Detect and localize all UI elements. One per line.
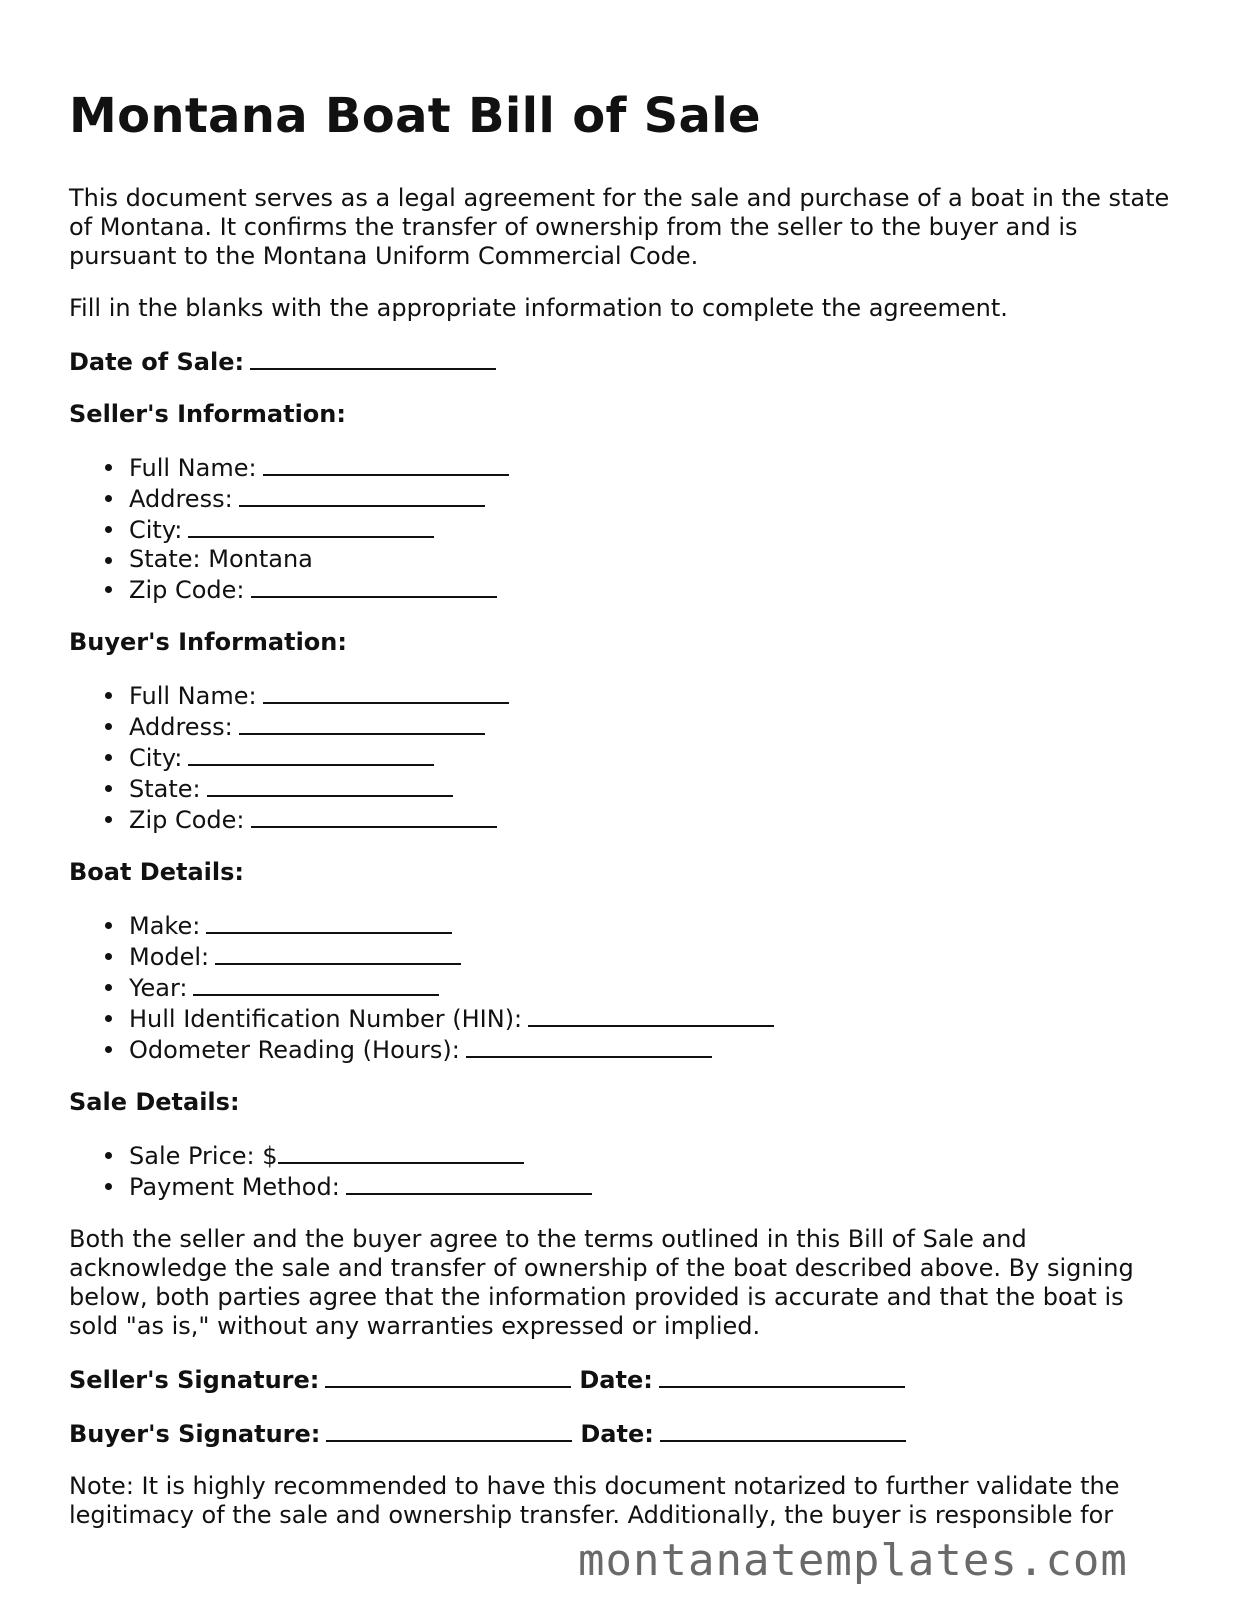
boat-list bbox=[69, 910, 1179, 1065]
sale-price-item bbox=[129, 1140, 1179, 1171]
boat-make-blank[interactable] bbox=[206, 910, 452, 934]
payment-method-blank[interactable] bbox=[346, 1171, 592, 1195]
boat-make-item bbox=[129, 910, 1179, 941]
seller-address-label: Address: bbox=[129, 485, 233, 513]
seller-date-blank[interactable] bbox=[659, 1364, 905, 1388]
boat-year-item bbox=[129, 972, 1179, 1003]
seller-full-name-label: Full Name: bbox=[129, 454, 257, 482]
seller-address-blank[interactable] bbox=[239, 483, 485, 507]
boat-year-blank[interactable] bbox=[193, 972, 439, 996]
seller-signature-row bbox=[69, 1364, 1179, 1395]
seller-zip-blank[interactable] bbox=[251, 574, 497, 598]
seller-zip-label: Zip Code: bbox=[129, 576, 245, 604]
boat-model-blank[interactable] bbox=[215, 941, 461, 965]
buyer-heading: Buyer's Information: bbox=[69, 628, 347, 656]
boat-heading: Boat Details: bbox=[69, 858, 245, 886]
seller-signature-label: Seller's Signature: bbox=[69, 1366, 320, 1394]
boat-model-label: Model: bbox=[129, 943, 210, 971]
payment-method-item bbox=[129, 1171, 1179, 1202]
seller-full-name-item bbox=[129, 452, 1179, 483]
buyer-full-name-blank[interactable] bbox=[263, 680, 509, 704]
buyer-signature-row bbox=[69, 1418, 1179, 1449]
boat-year-label: Year: bbox=[129, 974, 188, 1002]
date-of-sale-blank[interactable] bbox=[250, 346, 496, 370]
boat-odometer-item bbox=[129, 1034, 1179, 1065]
buyer-state-blank[interactable] bbox=[207, 773, 453, 797]
boat-hin-blank[interactable] bbox=[528, 1003, 774, 1027]
sale-price-label: Sale Price: $ bbox=[129, 1142, 278, 1170]
instruction-paragraph: Fill in the blanks with the appropriate information to complete the agreement. bbox=[69, 294, 1008, 322]
seller-city-blank[interactable] bbox=[188, 514, 434, 538]
note-paragraph: Note: It is highly recommended to have this document notarized to further validate the legitimacy of the sale and ownership transfer. Additionally, the buyer is responsible for bbox=[69, 1472, 1120, 1529]
buyer-signature-label: Buyer's Signature: bbox=[69, 1420, 321, 1448]
buyer-state-label: State: bbox=[129, 775, 201, 803]
buyer-signature-blank[interactable] bbox=[326, 1418, 572, 1442]
date-of-sale-line bbox=[69, 346, 1179, 377]
boat-hin-label: Hull Identification Number (HIN): bbox=[129, 1005, 523, 1033]
buyer-address-blank[interactable] bbox=[239, 711, 485, 735]
seller-state-label: State: Montana bbox=[129, 545, 313, 573]
buyer-zip-blank[interactable] bbox=[251, 804, 497, 828]
sale-list bbox=[69, 1140, 1179, 1202]
seller-state-item bbox=[129, 545, 1179, 574]
buyer-list bbox=[69, 680, 1179, 835]
seller-date-label: Date: bbox=[579, 1366, 653, 1394]
buyer-state-item bbox=[129, 773, 1179, 804]
buyer-city-blank[interactable] bbox=[188, 742, 434, 766]
buyer-date-blank[interactable] bbox=[660, 1418, 906, 1442]
seller-city-label: City: bbox=[129, 516, 183, 544]
buyer-address-label: Address: bbox=[129, 713, 233, 741]
page-title: Montana Boat Bill of Sale bbox=[69, 88, 761, 144]
intro-paragraph: This document serves as a legal agreement for the sale and purchase of a boat in the state of Montana. It confirms the transfer of ownership from the seller to the buyer and is pursuant to the Montana Uniform Commercial Code. bbox=[69, 184, 1170, 270]
seller-address-item bbox=[129, 483, 1179, 514]
sale-heading: Sale Details: bbox=[69, 1088, 240, 1116]
document-page bbox=[69, 84, 1179, 1553]
seller-signature-blank[interactable] bbox=[325, 1364, 571, 1388]
buyer-city-item bbox=[129, 742, 1179, 773]
buyer-zip-label: Zip Code: bbox=[129, 806, 245, 834]
buyer-full-name-label: Full Name: bbox=[129, 682, 257, 710]
seller-city-item bbox=[129, 514, 1179, 545]
buyer-zip-item bbox=[129, 804, 1179, 835]
seller-list bbox=[69, 452, 1179, 605]
date-of-sale-label: Date of Sale: bbox=[69, 348, 245, 376]
seller-zip-item bbox=[129, 574, 1179, 605]
boat-model-item bbox=[129, 941, 1179, 972]
boat-odometer-blank[interactable] bbox=[466, 1034, 712, 1058]
sale-price-blank[interactable] bbox=[278, 1140, 524, 1164]
buyer-address-item bbox=[129, 711, 1179, 742]
boat-odometer-label: Odometer Reading (Hours): bbox=[129, 1036, 460, 1064]
seller-full-name-blank[interactable] bbox=[263, 452, 509, 476]
seller-heading: Seller's Information: bbox=[69, 400, 346, 428]
buyer-city-label: City: bbox=[129, 744, 183, 772]
payment-method-label: Payment Method: bbox=[129, 1173, 340, 1201]
watermark: montanatemplates.com bbox=[578, 1535, 1128, 1586]
agreement-paragraph: Both the seller and the buyer agree to the terms outlined in this Bill of Sale and acknowledge the sale and transfer of ownership of the boat described above. By signing below, both parties agree that the information provided is accurate and that the boat is sold "as is," without any warranties expressed or implied. bbox=[69, 1225, 1134, 1340]
buyer-full-name-item bbox=[129, 680, 1179, 711]
boat-hin-item bbox=[129, 1003, 1179, 1034]
boat-make-label: Make: bbox=[129, 912, 201, 940]
buyer-date-label: Date: bbox=[580, 1420, 654, 1448]
